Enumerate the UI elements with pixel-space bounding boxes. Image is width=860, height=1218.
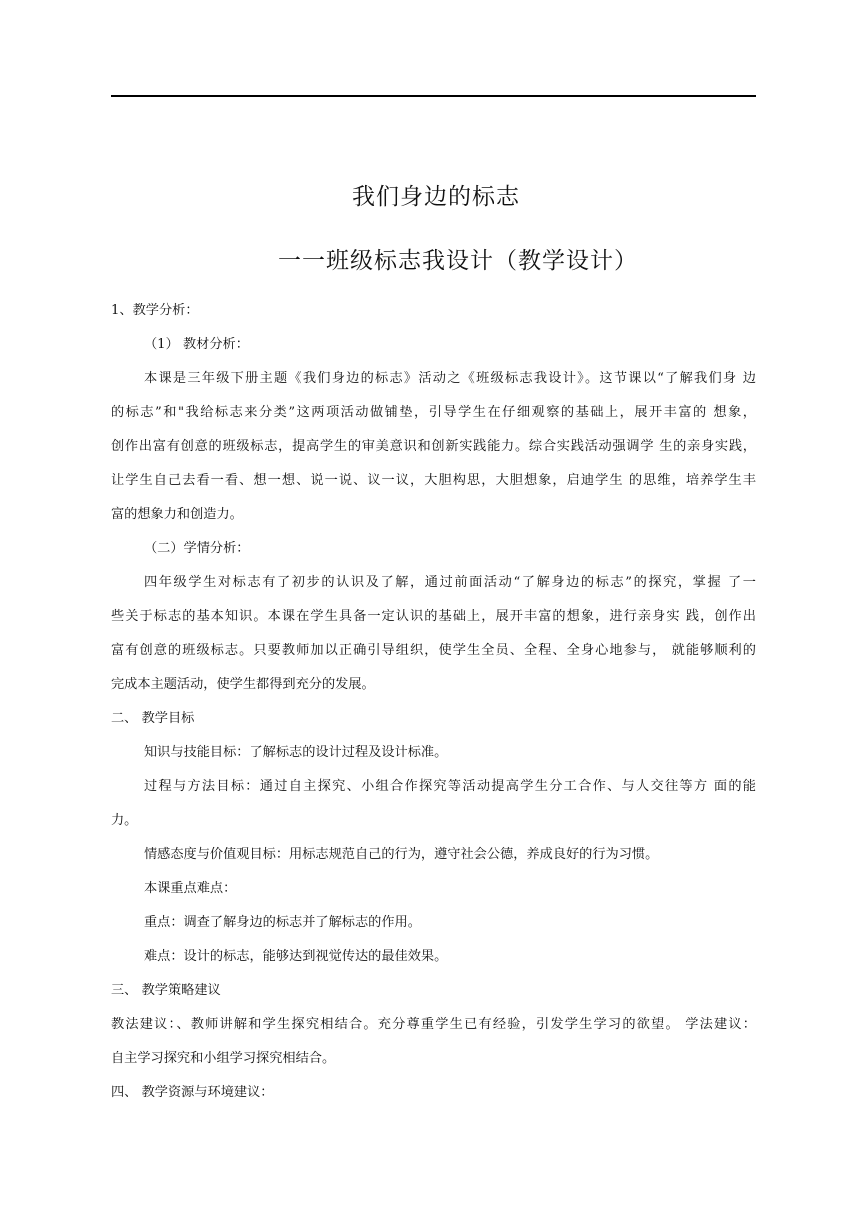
text-line: 本课是三年级下册主题《我们身边的标志》活动之《班级标志我设计》。这节课以“了解我们身 边 bbox=[144, 371, 756, 386]
text-line: 的标志”和"我给标志来分类”这两项活动做铺垫，引导学生在仔细观察的基础上，展开丰富的 想象， bbox=[111, 405, 756, 420]
document-title: 我们身边的标志 bbox=[352, 184, 520, 210]
text-line: 四年级学生对标志有了初步的认识及了解，通过前面活动“了解身边的标志”的探究，掌握 了一 bbox=[144, 575, 756, 590]
text-line: 本课重点难点： bbox=[144, 881, 237, 896]
text-line: （二）学情分析： bbox=[144, 541, 250, 556]
text-line: 过程与方法目标：通过自主探究、小组合作探究等活动提高学生分工合作、与人交往等方 面的能 bbox=[144, 779, 756, 794]
text-line: 1、教学分析： bbox=[111, 303, 199, 318]
text-line: 四、 教学资源与环境建议： bbox=[111, 1085, 274, 1100]
text-line: 教法建议：、教师讲解和学生探究相结合。充分尊重学生已有经验，引发学生学习的欲望。 学法建议： bbox=[111, 1017, 756, 1032]
text-line: 富的想象力和创造力。 bbox=[111, 507, 243, 522]
text-line: 重点：调查了解身边的标志并了解标志的作用。 bbox=[144, 915, 421, 930]
document-subtitle: 一一班级标志我设计（教学设计） bbox=[278, 248, 638, 274]
text-line: 完成本主题活动，使学生都得到充分的发展。 bbox=[111, 677, 375, 692]
text-line: 知识与技能目标：了解标志的设计过程及设计标准。 bbox=[144, 745, 448, 760]
document-body bbox=[111, 294, 756, 1110]
text-line: 三、 教学策略建议 bbox=[111, 983, 221, 998]
text-line: （1） 教材分析： bbox=[144, 337, 249, 352]
header-rule bbox=[111, 95, 756, 97]
text-line: 情感态度与价值观目标：用标志规范自己的行为，遵守社会公德，养成良好的行为习惯。 bbox=[144, 847, 659, 862]
text-line: 些关于标志的基本知识。本课在学生具备一定认识的基础上，展开丰富的想象，进行亲身实 践，创作出 bbox=[111, 609, 756, 624]
text-line: 让学生自己去看一看、想一想、说一说、议一议，大胆构思，大胆想象，启迪学生 的思维，培养学生丰 bbox=[111, 473, 756, 488]
text-line: 力。 bbox=[111, 813, 138, 828]
text-line: 创作出富有创意的班级标志，提高学生的审美意识和创新实践能力。综合实践活动强调学 生的亲身实践， bbox=[111, 439, 756, 454]
text-line: 难点：设计的标志，能够达到视觉传达的最佳效果。 bbox=[144, 949, 448, 964]
text-line: 二、 教学目标 bbox=[111, 711, 195, 726]
text-line: 富有创意的班级标志。只要教师加以正确引导组织，使学生全员、全程、全身心地参与， 就能够顺利的 bbox=[111, 643, 756, 658]
text-line: 自主学习探究和小组学习探究相结合。 bbox=[111, 1051, 336, 1066]
